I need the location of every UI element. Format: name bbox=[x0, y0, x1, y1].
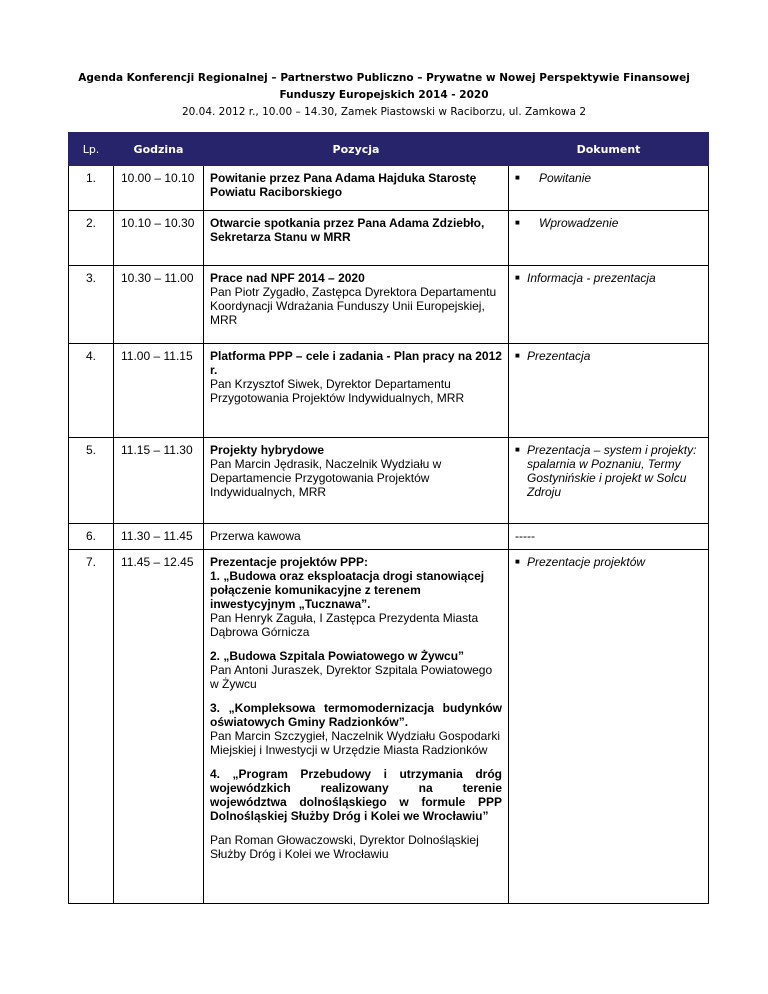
row-number: 5. bbox=[69, 438, 114, 524]
column-header-dokument: Dokument bbox=[509, 133, 709, 166]
position-title: Otwarcie spotkania przez Pana Adama Zdziebło, Sekretarza Stanu w MRR bbox=[210, 216, 485, 244]
position-speaker: Pan Krzysztof Siwek, Dyrektor Departamentu Przygotowania Projektów Indywidualnych, MRR bbox=[210, 377, 465, 405]
position-title: Projekty hybrydowe bbox=[210, 443, 325, 457]
row-position bbox=[204, 166, 509, 211]
position-title: Przerwa kawowa bbox=[210, 529, 301, 543]
row-time: 11.30 – 11.45 bbox=[114, 524, 204, 550]
agenda-table bbox=[68, 132, 709, 904]
project-speaker: Pan Henryk Zaguła, I Zastępca Prezydenta Miasta Dąbrowa Górnicza bbox=[210, 611, 479, 639]
header-title-line1: Agenda Konferencji Regionalnej – Partnerstwo Publiczno – Prywatne w Nowej Perspektywie Finansowej bbox=[78, 72, 690, 84]
project-title: 1. „Budowa oraz eksploatacja drogi stanowiącej połączenie komunikacyjne z terenem inwestycyjnym „Tucznawa”. bbox=[210, 569, 485, 611]
project-speaker: Pan Roman Głowaczowski, Dyrektor Dolnośląskiej Służby Dróg i Kolei we Wrocławiu bbox=[210, 833, 479, 861]
row-time: 10.30 – 11.00 bbox=[114, 266, 204, 344]
column-header-lp: Lp. bbox=[69, 133, 114, 166]
row-document bbox=[509, 550, 709, 904]
bullet-icon: ■ bbox=[515, 557, 520, 566]
document-header bbox=[60, 70, 708, 121]
document-label: Wprowadzenie bbox=[539, 216, 619, 230]
row-time: 11.45 – 12.45 bbox=[114, 550, 204, 904]
row-number: 7. bbox=[69, 550, 114, 904]
row-position bbox=[204, 344, 509, 438]
document-label: Prezentacje projektów bbox=[527, 555, 646, 569]
position-title: Powitanie przez Pana Adama Hajduka Starostę Powiatu Raciborskiego bbox=[210, 171, 477, 199]
document-label: Powitanie bbox=[539, 171, 592, 185]
row-position bbox=[204, 524, 509, 550]
document-label: Prezentacja bbox=[527, 349, 591, 363]
row-number: 6. bbox=[69, 524, 114, 550]
table-row bbox=[69, 344, 709, 438]
bullet-icon: ■ bbox=[515, 218, 520, 227]
row-document bbox=[509, 266, 709, 344]
project-title: 2. „Budowa Szpitala Powiatowego w Żywcu” bbox=[210, 649, 465, 663]
row-position bbox=[204, 266, 509, 344]
project-title: 3. „Kompleksowa termomodernizacja budynków oświatowych Gminy Radzionków”. bbox=[210, 701, 502, 729]
table-header-row bbox=[69, 133, 709, 166]
row-document bbox=[509, 211, 709, 266]
row-number: 2. bbox=[69, 211, 114, 266]
bullet-icon: ■ bbox=[515, 273, 520, 282]
document-label: ----- bbox=[515, 529, 535, 543]
position-speaker: Pan Marcin Jędrasik, Naczelnik Wydziału w Departamencie Przygotowania Projektów Indywidualnych, MRR bbox=[210, 457, 442, 499]
header-title-line2: Funduszy Europejskich 2014 - 2020 bbox=[279, 89, 489, 101]
row-document bbox=[509, 166, 709, 211]
row-position bbox=[204, 550, 509, 904]
table-row bbox=[69, 550, 709, 904]
table-row bbox=[69, 211, 709, 266]
row-position bbox=[204, 211, 509, 266]
row-time: 10.00 – 10.10 bbox=[114, 166, 204, 211]
bullet-icon: ■ bbox=[515, 445, 520, 454]
row-number: 3. bbox=[69, 266, 114, 344]
row-time: 11.15 – 11.30 bbox=[114, 438, 204, 524]
position-title: Platforma PPP – cele i zadania - Plan pracy na 2012 r. bbox=[210, 349, 502, 377]
project-speaker: Pan Marcin Szczygieł, Naczelnik Wydziału Gospodarki Miejskiej i Inwestycji w Urzędzie Miasta Radzionków bbox=[210, 729, 501, 757]
table-row bbox=[69, 266, 709, 344]
bullet-icon: ■ bbox=[515, 351, 520, 360]
row-document bbox=[509, 438, 709, 524]
column-header-godzina: Godzina bbox=[114, 133, 204, 166]
position-title: Prace nad NPF 2014 – 2020 bbox=[210, 271, 365, 285]
row-document bbox=[509, 344, 709, 438]
row-position bbox=[204, 438, 509, 524]
table-row bbox=[69, 166, 709, 211]
header-subtitle: 20.04. 2012 r., 10.00 – 14.30, Zamek Piastowski w Raciborzu, ul. Zamkowa 2 bbox=[181, 106, 587, 118]
project-speaker: Pan Antoni Juraszek, Dyrektor Szpitala Powiatowego w Żywcu bbox=[210, 663, 493, 691]
project-title: 4. „Program Przebudowy i utrzymania dróg wojewódzkich realizowany na terenie województwa dolnośląskiego w formule PPP Dolnośląskiej Służby Dróg i Kolei we Wrocławiu” bbox=[210, 767, 502, 823]
column-header-pozycja: Pozycja bbox=[204, 133, 509, 166]
row-number: 4. bbox=[69, 344, 114, 438]
row-time: 11.00 – 11.15 bbox=[114, 344, 204, 438]
position-intro: Prezentacje projektów PPP: bbox=[210, 555, 369, 569]
table-row bbox=[69, 438, 709, 524]
table-row bbox=[69, 524, 709, 550]
row-number: 1. bbox=[69, 166, 114, 211]
row-time: 10.10 – 10.30 bbox=[114, 211, 204, 266]
document-label: Prezentacja – system i projekty: spalarnia w Poznaniu, Termy Gostynińskie i projekt w Solcu Zdroju bbox=[527, 443, 697, 499]
document-label: Informacja - prezentacja bbox=[527, 271, 656, 285]
bullet-icon: ■ bbox=[515, 173, 520, 182]
position-speaker: Pan Piotr Zygadło, Zastępca Dyrektora Departamentu Koordynacji Wdrażania Funduszy Unii Europejskiej, MRR bbox=[210, 285, 497, 327]
row-document bbox=[509, 524, 709, 550]
